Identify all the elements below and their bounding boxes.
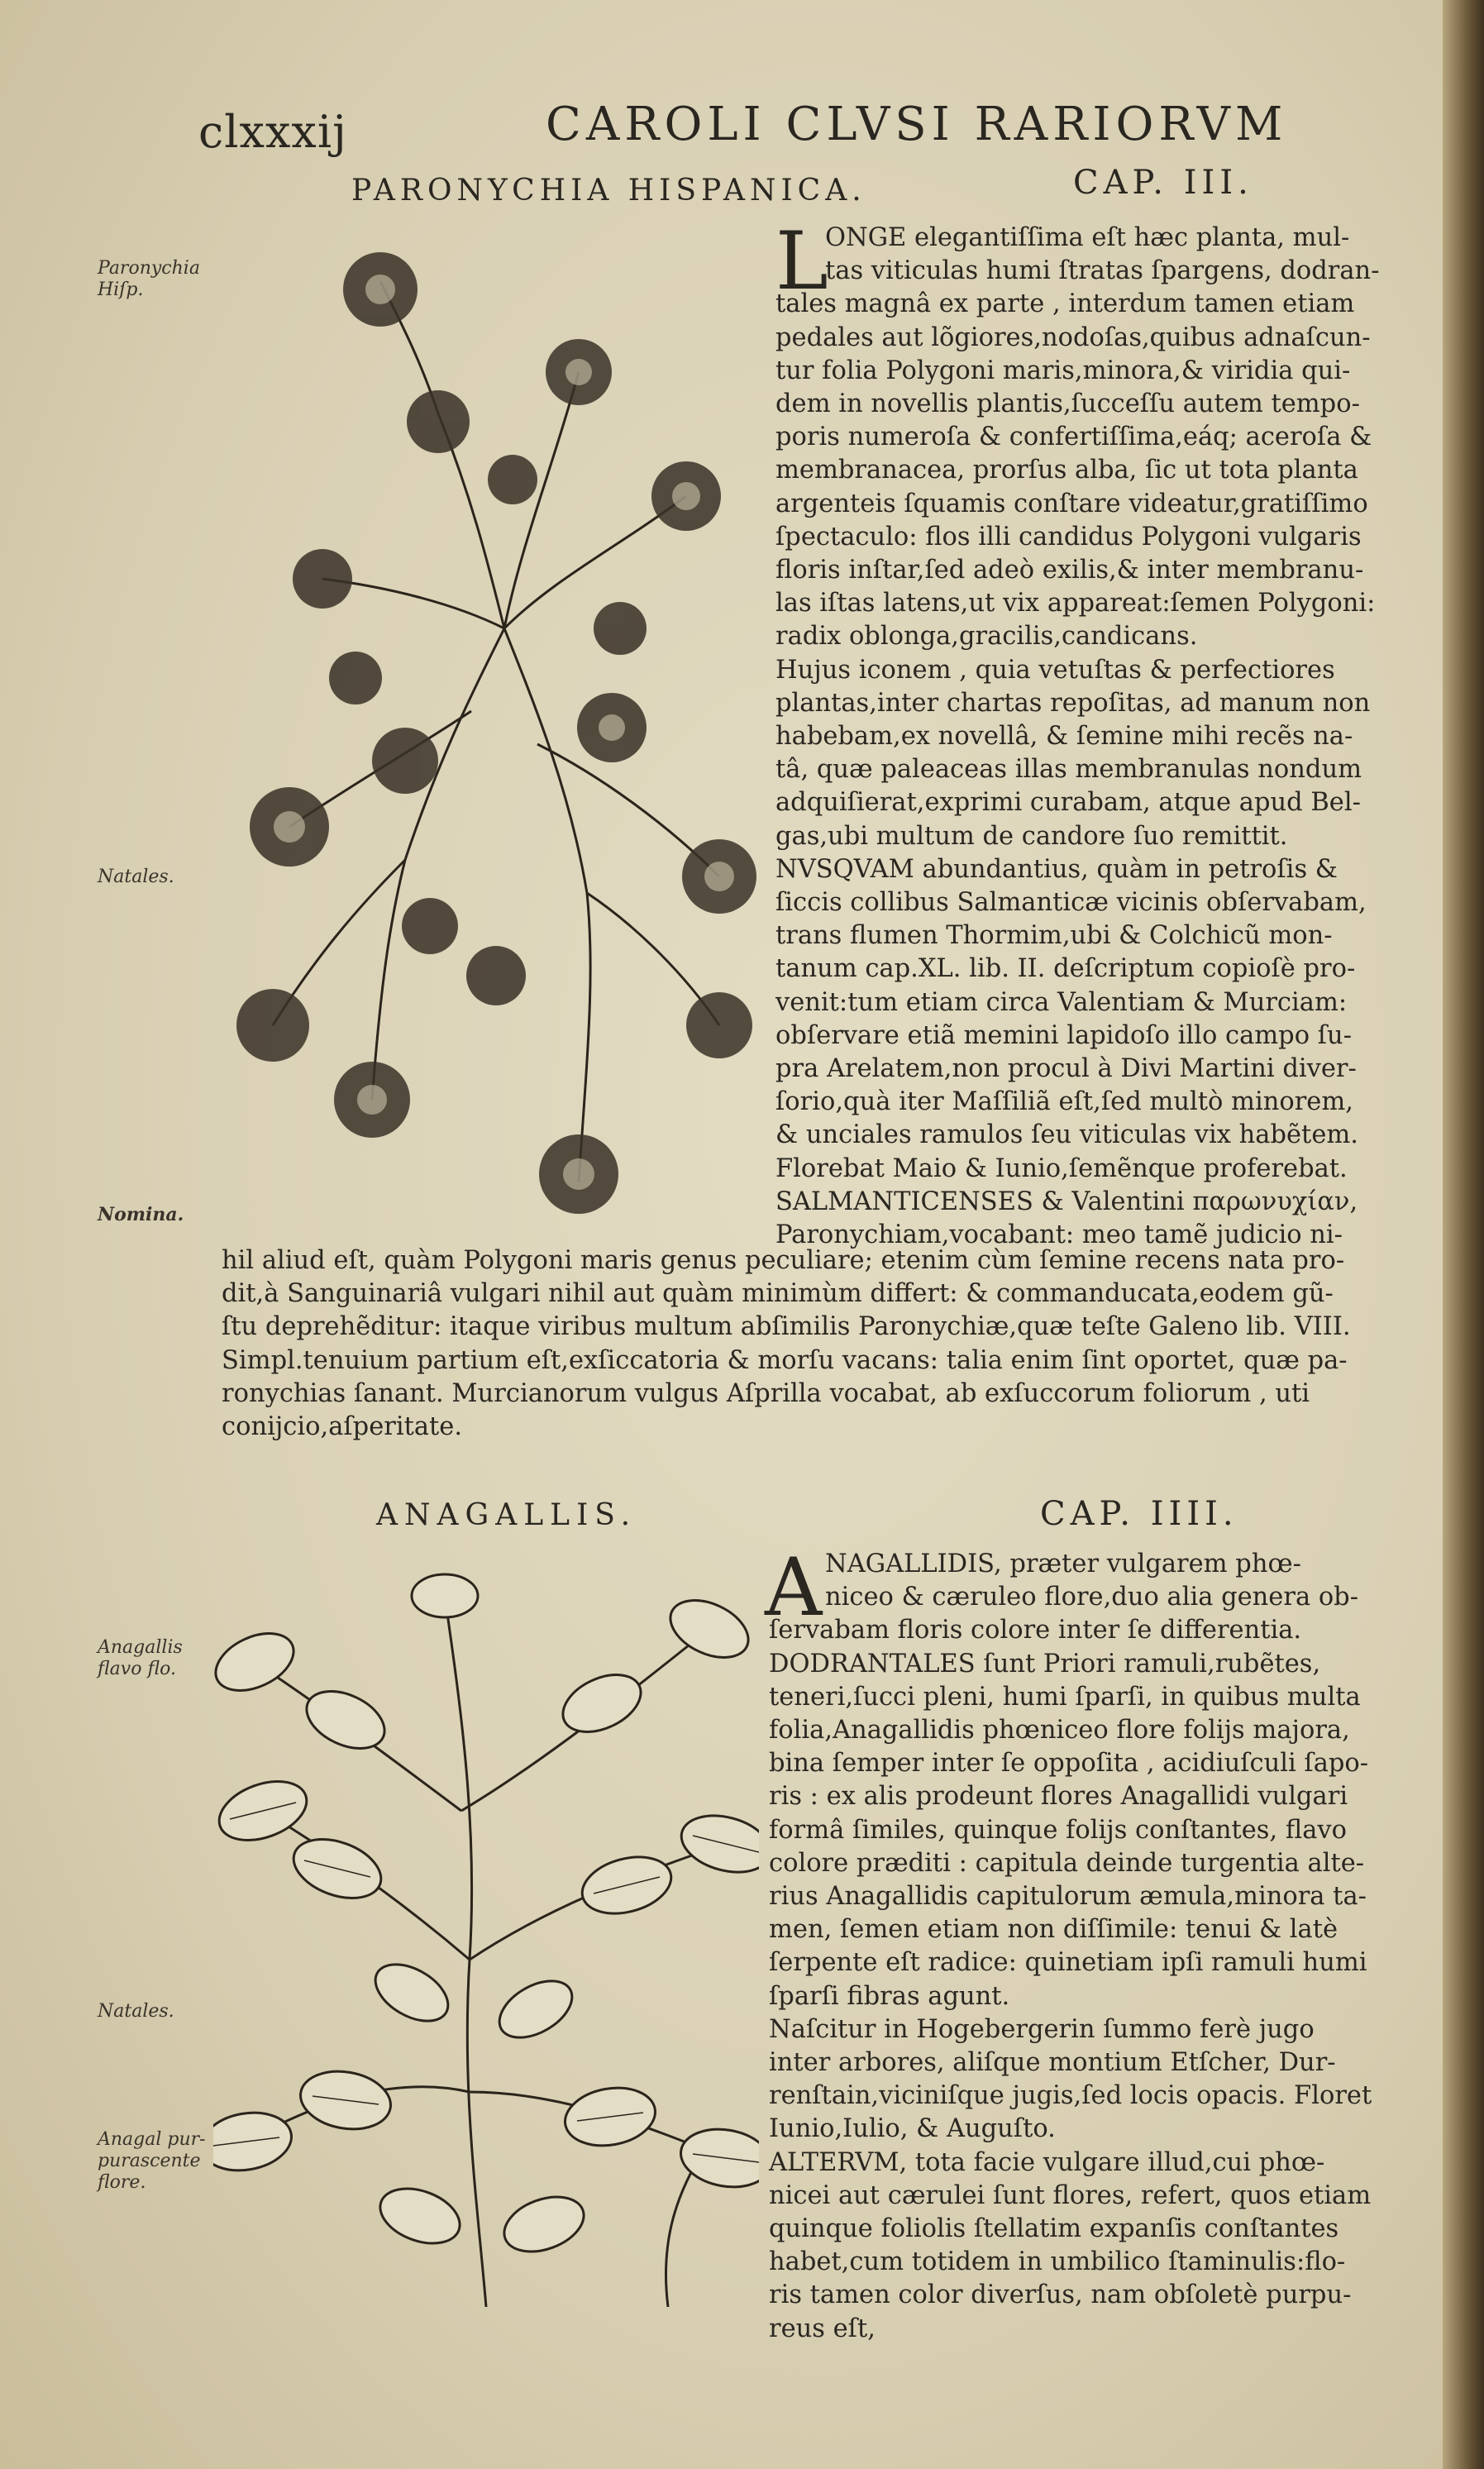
chapter2-line: teneri,ſucci pleni, humi ſparſi, in quibus multa xyxy=(769,1682,1361,1712)
margin-note-anagallis-flavo: Anagallis flavo flo. xyxy=(98,1637,183,1679)
folio-number: clxxxij xyxy=(198,106,347,158)
chapter1-narrow-line: trans flumen Thormim,ubi & Colchicũ mon- xyxy=(775,921,1333,951)
chapter1-narrow-line: tas viticulas humi ſtratas ſpargens, dodran- xyxy=(825,256,1380,286)
chapter1-full-line: ronychias ſanant. Murcianorum vulgus Aſprilla vocabat, ab exſuccorum foliorum , uti xyxy=(222,1378,1310,1408)
margin-note-nomina: Nomina. xyxy=(98,1204,184,1225)
chapter1-narrow-line: tâ, quæ paleaceas illas membranulas nondum xyxy=(775,755,1362,785)
chapter2-line: renſtain,viciniſque jugis,ſed locis opacis. Floret xyxy=(769,2081,1372,2111)
chapter2-number: CAP. IIII. xyxy=(1040,1495,1238,1533)
chapter2-line: Iunio,Iulio, & Auguſto. xyxy=(769,2114,1056,2144)
chapter2-line: nicei aut cærulei ſunt flores, refert, quos etiam xyxy=(769,2180,1372,2210)
chapter2-line: habet,cum totidem in umbilico ſtaminulis:flo- xyxy=(769,2247,1346,2277)
chapter1-narrow-line: plantas,inter chartas repoſitas, ad manum non xyxy=(775,688,1371,718)
chapter1-body-full xyxy=(222,1244,1383,1444)
chapter2-line: colore præditi : capitula deinde turgentia alte- xyxy=(769,1848,1365,1878)
chapter1-title: PARONYCHIA HISPANICA. xyxy=(351,174,866,208)
running-title: CAROLI CLVSI RARIORVM xyxy=(546,98,1288,151)
chapter2-line: ſerpente eſt radice: quinetiam ipſi ramuli humi xyxy=(769,1948,1367,1978)
chapter1-full-line: conijcio,aſperitate. xyxy=(222,1412,463,1442)
margin-note-paronychia: Paronychia Hiſp. xyxy=(98,258,200,300)
chapter1-full-line: ſtu deprehẽditur: itaque viribus multum abſimilis Paronychiæ,quæ teſte Galeno lib. VIII. xyxy=(222,1312,1351,1342)
chapter1-narrow-line: floris inſtar,ſed adeò exilis,& inter membranu- xyxy=(775,556,1364,585)
chapter1-narrow-line: las iſtas latens,ut vix appareat:ſemen Polygoni: xyxy=(775,589,1376,618)
chapter1-dropcap: L xyxy=(775,215,828,308)
book-gutter xyxy=(1443,0,1484,2469)
chapter2-line: formâ ſimiles, quinque folijs conſtantes, flavo xyxy=(769,1815,1347,1845)
chapter2-line: ſervabam floris colore inter ſe differentia. xyxy=(769,1616,1302,1645)
chapter1-narrow-line: tanum cap.XL. lib. II. deſcriptum copioſè pro- xyxy=(775,954,1356,984)
chapter2-line: quinque foliolis ſtellatim expanſis conſtantes xyxy=(769,2214,1339,2244)
chapter2-line: men, ſemen etiam non diſſimile: tenui & latè xyxy=(769,1915,1338,1945)
paronychia-woodcut-illustration xyxy=(223,232,761,1224)
chapter1-narrow-line: Hujus iconem , quia vetuſtas & perfectiores xyxy=(775,655,1335,685)
chapter1-narrow-line: & unciales ramulos ſeu viticulas vix habẽtem. xyxy=(775,1120,1358,1150)
chapter1-narrow-line: habebam,ex novellâ, & ſemine mihi recẽs na- xyxy=(775,722,1353,752)
anagallis-woodcut-illustration xyxy=(213,1563,759,2307)
chapter2-line: niceo & cæruleo flore,duo alia genera ob- xyxy=(825,1583,1359,1612)
chapter1-narrow-line: SALMANTICENSES & Valentini παρωνυχίαν, xyxy=(775,1187,1358,1216)
chapter2-line: folia,Anagallidis phœniceo flore folijs majora, xyxy=(769,1716,1350,1745)
chapter1-body-narrow xyxy=(775,215,1383,1252)
chapter1-full-line: Simpl.tenuium partium eſt,exſiccatoria & morſu vacans: talia enim ſint oportet, quæ pa- xyxy=(222,1345,1348,1375)
chapter1-narrow-line: ſiccis collibus Salmanticæ vicinis obſervabam, xyxy=(775,888,1367,918)
chapter2-line: reus eſt, xyxy=(769,2314,876,2343)
chapter1-full-line: dit,à Sanguinariâ vulgari nihil aut quàm minimùm differt: & commanducata,eodem gũ- xyxy=(222,1279,1334,1309)
chapter1-narrow-line: obſervare etiã memini lapidoſo illo campo ſu- xyxy=(775,1020,1353,1050)
chapter2-dropcap: A xyxy=(765,1541,823,1634)
chapter1-narrow-line: tales magnâ ex parte , interdum tamen etiam xyxy=(775,289,1355,319)
chapter1-narrow-line: pedales aut lõgiores,nodoſas,quibus adnaſcun- xyxy=(775,322,1371,352)
chapter2-line: Naſcitur in Hogebergerin ſummo ferè jugo xyxy=(769,2014,1315,2044)
chapter2-title: ANAGALLIS. xyxy=(376,1498,637,1532)
chapter1-narrow-line: venit:tum etiam circa Valentiam & Murciam: xyxy=(775,987,1348,1017)
chapter1-narrow-line: argenteis ſquamis conſtare videatur,gratiſſimo xyxy=(775,489,1368,518)
chapter1-narrow-line: tur folia Polygoni maris,minora,& viridia qui- xyxy=(775,356,1351,385)
chapter1-narrow-line: ONGE elegantiſſima eſt hæc planta, mul- xyxy=(825,223,1350,252)
chapter1-narrow-line: radix oblonga,gracilis,candicans. xyxy=(775,622,1198,652)
chapter2-line: bina ſemper inter ſe oppoſita , acidiuſculi ſapo- xyxy=(769,1749,1369,1779)
chapter1-narrow-line: NVSQVAM abundantius, quàm in petroſis & xyxy=(775,854,1338,884)
margin-note-anagallis-purpurascente: Anagal pur-purascente flore. xyxy=(98,2129,206,2193)
chapter1-narrow-line: pra Arelatem,non procul à Divi Martini diver- xyxy=(775,1054,1357,1084)
chapter2-line: ris tamen color diverſus, nam obſoletè purpu- xyxy=(769,2280,1352,2310)
chapter2-line: inter arbores, aliſque montium Etſcher, Dur- xyxy=(769,2048,1336,2078)
chapter2-line: NAGALLIDIS, præter vulgarem phœ- xyxy=(825,1550,1301,1578)
chapter2-line: DODRANTALES ſunt Priori ramuli,rubẽtes, xyxy=(769,1649,1321,1679)
chapter1-narrow-line: gas,ubi multum de candore ſuo remittit. xyxy=(775,821,1288,851)
chapter1-narrow-line: adquiſierat,exprimi curabam, atque apud Bel- xyxy=(775,788,1361,818)
margin-note-natales-2: Natales. xyxy=(98,2001,174,2022)
chapter2-body xyxy=(769,1548,1385,2346)
chapter2-line: ſparſi fibras agunt. xyxy=(769,1981,1010,2011)
chapter1-narrow-line: ſpectaculo: flos illi candidus Polygoni vulgaris xyxy=(775,522,1362,552)
chapter2-line: ALTERVM, tota facie vulgare illud,cui phœ- xyxy=(769,2147,1325,2177)
chapter1-number: CAP. III. xyxy=(1073,164,1253,202)
chapter1-narrow-line: dem in novellis plantis,ſucceſſu autem tempo- xyxy=(775,389,1360,419)
chapter1-narrow-line: poris numeroſa & confertiſſima,eáq; aceroſa & xyxy=(775,423,1372,452)
chapter1-narrow-line: Florebat Maio & Iunio,ſemẽnque proferebat. xyxy=(775,1153,1348,1183)
chapter1-narrow-line: Paronychiam,vocabant: meo tamẽ judicio ni- xyxy=(775,1220,1343,1250)
chapter1-narrow-line: ſorio,quà iter Maſſiliã eſt,ſed multò minorem, xyxy=(775,1087,1353,1117)
chapter1-full-line: hil aliud eſt, quàm Polygoni maris genus peculiare; etenim cùm ſemine recens nata pro- xyxy=(222,1246,1345,1275)
chapter1-narrow-line: membranacea, prorſus alba, ſic ut tota planta xyxy=(775,456,1358,485)
chapter2-line: rius Anagallidis capitulorum æmula,minora ta- xyxy=(769,1882,1367,1912)
margin-note-natales-1: Natales. xyxy=(98,867,174,887)
chapter2-line: ris : ex alis prodeunt flores Anagallidi vulgari xyxy=(769,1782,1348,1812)
